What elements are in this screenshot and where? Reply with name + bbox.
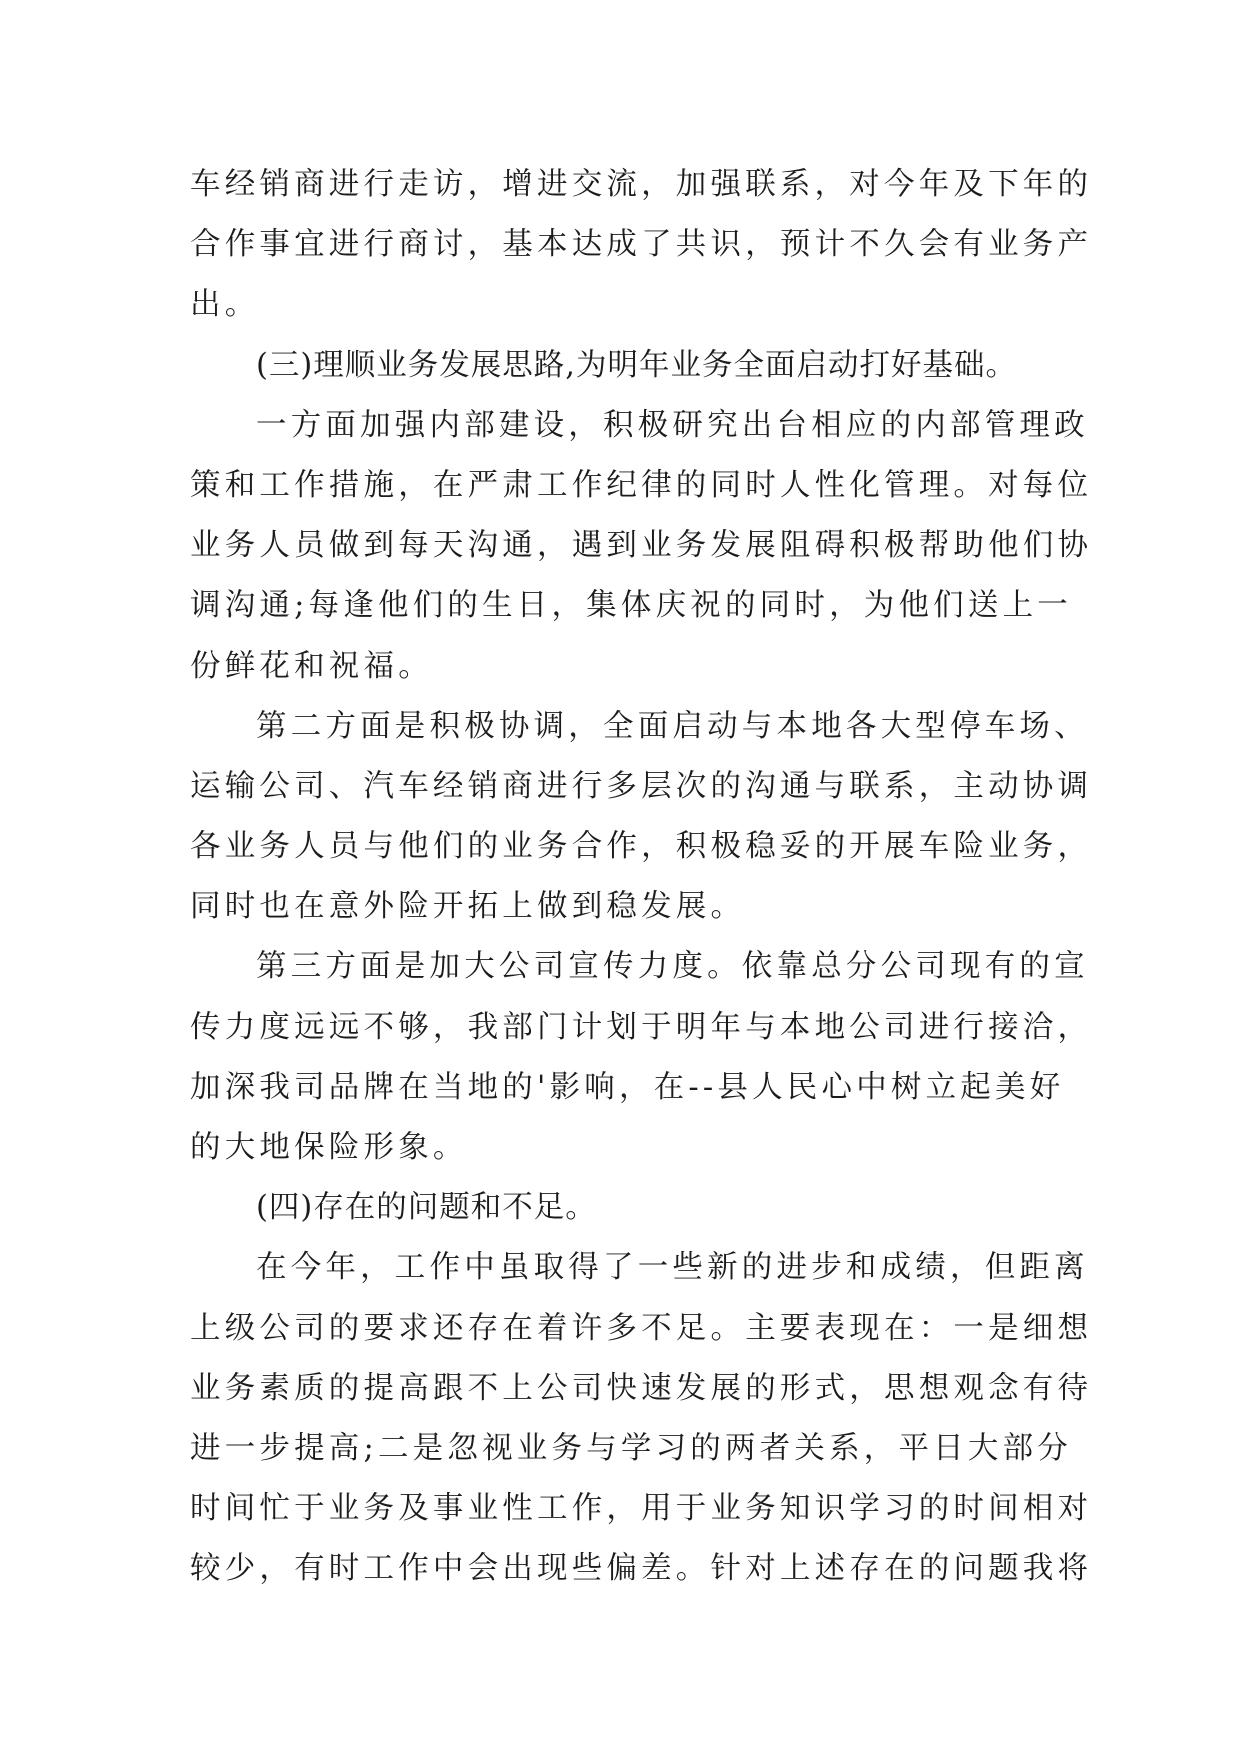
document-body bbox=[190, 155, 1093, 1600]
text-line: 各业务人员与他们的业务合作，积极稳妥的开展车险业务， bbox=[190, 829, 1093, 865]
text-line: 传力度远远不够，我部门计划于明年与本地公司进行接洽， bbox=[190, 1009, 1093, 1045]
text-line: 较少，有时工作中会出现些偏差。针对上述存在的问题我将 bbox=[190, 1551, 1093, 1587]
text-line: 车经销商进行走访，增进交流，加强联系，对今年及下年的 bbox=[190, 167, 1093, 202]
text-line: 第三方面是加大公司宣传力度。依靠总分公司现有的宣 bbox=[256, 949, 1089, 985]
text-line: 加深我司品牌在当地的'影响，在--县人民心中树立起美好 bbox=[190, 1069, 1065, 1105]
text-line: 份鲜花和祝福。 bbox=[190, 648, 433, 684]
text-line: 出。 bbox=[190, 287, 260, 323]
text-line: 运输公司、汽车经销商进行多层次的沟通与联系，主动协调 bbox=[190, 768, 1093, 804]
text-line: 第二方面是积极协调，全面启动与本地各大型停车场、 bbox=[256, 708, 1089, 744]
text-line: 在今年，工作中虽取得了一些新的进步和成绩，但距离 bbox=[256, 1250, 1089, 1286]
text-line: 上级公司的要求还存在着许多不足。主要表现在：一是细想 bbox=[190, 1310, 1093, 1346]
text-line: 进一步提高;二是忽视业务与学习的两者关系，平日大部分 bbox=[190, 1430, 1072, 1466]
section-heading-3: (三)理顺业务发展思路,为明年业务全面启动打好基础。 bbox=[256, 347, 1017, 383]
text-line: 合作事宜进行商讨，基本达成了共识，预计不久会有业务产 bbox=[190, 227, 1093, 263]
text-line: 时间忙于业务及事业性工作，用于业务知识学习的时间相对 bbox=[190, 1491, 1093, 1527]
text-line: 策和工作措施，在严肃工作纪律的同时人性化管理。对每位 bbox=[190, 467, 1093, 503]
section-heading-4: (四)存在的问题和不足。 bbox=[256, 1190, 597, 1226]
text-line: 业务人员做到每天沟通，遇到业务发展阻碍积极帮助他们协 bbox=[190, 528, 1093, 564]
text-line: 的大地保险形象。 bbox=[190, 1130, 468, 1165]
text-line: 一方面加强内部建设，积极研究出台相应的内部管理政 bbox=[256, 407, 1089, 443]
text-line: 业务素质的提高跟不上公司快速发展的形式，思想观念有待 bbox=[190, 1370, 1093, 1406]
text-line: 调沟通;每逢他们的生日，集体庆祝的同时，为他们送上一 bbox=[190, 588, 1072, 624]
text-line: 同时也在意外险开拓上做到稳发展。 bbox=[190, 889, 746, 925]
